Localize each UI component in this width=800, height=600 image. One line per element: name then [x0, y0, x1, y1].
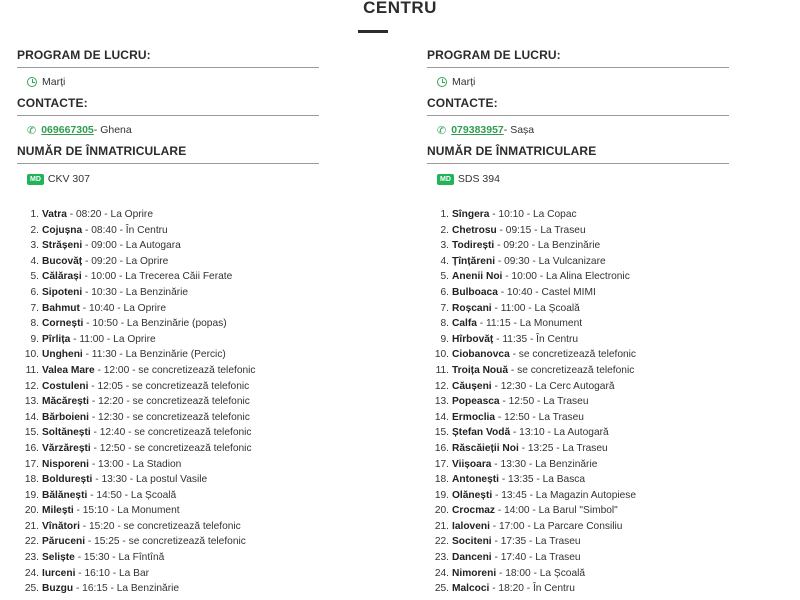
stop-name: Seliște — [42, 552, 75, 564]
stop-detail: - 09:20 - La Benzinărie — [494, 240, 601, 252]
stop-name: Calfa — [452, 318, 477, 330]
stop-name: Crocmaz — [452, 505, 496, 517]
stop-item — [17, 519, 319, 535]
stop-name: Costuleni — [42, 380, 89, 392]
stop-detail: - 10:10 - La Copac — [489, 209, 577, 220]
stop-number: 3. — [440, 240, 449, 252]
stop-item — [17, 207, 319, 223]
stop-number: 4. — [30, 255, 39, 267]
stop-name: Nimoreni — [452, 567, 497, 579]
stop-number: 5. — [30, 271, 39, 283]
stop-name: Ungheni — [42, 349, 83, 361]
stop-name: Păruceni — [42, 536, 86, 548]
stop-detail: - 11:00 - La Oprire — [70, 333, 156, 345]
plate-row — [427, 164, 729, 194]
stop-name: Iurceni — [42, 567, 76, 579]
stop-number: 9. — [440, 333, 449, 345]
stop-number: 9. — [30, 333, 39, 345]
stop-number: 11. — [435, 364, 449, 376]
stop-name: Antonești — [452, 474, 499, 486]
plate-number: SDS 394 — [457, 173, 500, 185]
clock-icon — [437, 77, 447, 87]
stop-name: Malcoci — [452, 583, 490, 595]
stop-detail: - 09:20 - La Oprire — [82, 255, 169, 267]
stop-number: 19. — [434, 489, 449, 501]
schedule-day: Marți — [42, 76, 66, 88]
stop-detail: - 13:25 - La Traseu — [518, 442, 608, 454]
stop-name: Todirești — [452, 240, 495, 252]
stop-number: 23. — [434, 552, 449, 564]
stop-detail: - 12:50 - se concretizează telefonic — [90, 442, 252, 454]
stop-name: Valea Mare — [42, 364, 95, 376]
stop-number: 17. — [24, 458, 39, 470]
stop-item — [17, 503, 319, 519]
stop-name: Măcărești — [42, 396, 90, 408]
schedule-day: Marți — [452, 76, 476, 88]
stop-item — [427, 269, 729, 285]
schedule-heading: PROGRAM DE LUCRU: — [427, 48, 729, 68]
contacts-heading: CONTACTE: — [427, 96, 729, 116]
schedule-row — [427, 68, 729, 96]
stop-detail: - 09:30 - La Vulcanizare — [495, 255, 606, 267]
stop-name: Cojușna — [42, 224, 83, 236]
stop-item — [427, 425, 729, 441]
stop-number: 21. — [24, 520, 39, 532]
stop-name: Ciobanovca — [452, 349, 510, 361]
stop-name: Ialoveni — [452, 520, 490, 532]
title-underline — [358, 30, 388, 33]
stop-number: 18. — [434, 474, 449, 486]
stop-item — [427, 238, 729, 254]
stop-item — [427, 550, 729, 566]
stop-number: 16. — [434, 442, 449, 454]
stop-number: 22. — [24, 536, 39, 548]
stop-name: Căușeni — [452, 380, 492, 392]
stop-name: Hîrbovăț — [452, 333, 494, 345]
stop-detail: - 16:15 - La Benzinărie — [73, 583, 180, 595]
stop-name: Nisporeni — [42, 458, 89, 470]
stop-detail: - 11:30 - La Benzinărie (Percic) — [82, 349, 226, 361]
stop-detail: - 08:20 - La Oprire — [66, 209, 153, 220]
stop-number: 6. — [440, 286, 449, 298]
plate-row — [17, 164, 319, 194]
stop-name: Popeasca — [452, 396, 500, 408]
stop-number: 7. — [30, 302, 39, 314]
stop-item — [17, 269, 319, 285]
stop-item — [427, 223, 729, 239]
stop-detail: - 13:35 - La Basca — [498, 474, 586, 486]
stop-number: 15. — [24, 427, 39, 439]
stop-name: Bălănești — [42, 489, 88, 501]
plate-heading: NUMĂR DE ÎNMATRICULARE — [17, 144, 319, 164]
contact-row — [17, 116, 319, 144]
stop-number: 20. — [434, 505, 449, 517]
stop-name: Ștefan Vodă — [452, 427, 511, 439]
stop-item — [427, 534, 729, 550]
stop-number: 7. — [440, 302, 449, 314]
stop-detail: - 15:30 - La Fîntînă — [74, 552, 165, 564]
stop-item — [427, 254, 729, 270]
stop-number: 14. — [434, 411, 449, 423]
stop-number: 2. — [30, 224, 39, 236]
stop-item — [17, 581, 319, 597]
stop-detail: - 18:20 - În Centru — [489, 583, 575, 595]
stop-number: 19. — [24, 489, 39, 501]
stop-detail: - se concretizează telefonic — [509, 349, 637, 361]
stop-item — [427, 394, 729, 410]
route-column-right — [427, 48, 729, 597]
stop-item — [17, 238, 319, 254]
stop-item — [427, 207, 729, 223]
stop-detail: - 10:40 - Castel MIMI — [497, 286, 596, 298]
stop-name: Milești — [42, 505, 74, 517]
stop-number: 10. — [434, 349, 449, 361]
stop-number: 24. — [24, 567, 39, 579]
stop-detail: - 10:30 - La Benzinărie — [82, 286, 189, 298]
stop-name: Bucovăț — [42, 255, 83, 267]
stop-number: 8. — [440, 318, 449, 330]
stop-name: Sociteni — [452, 536, 492, 548]
stop-detail: - 15:20 - se concretizează telefonic — [79, 520, 241, 532]
stop-item — [17, 472, 319, 488]
stop-name: Sipoteni — [42, 286, 83, 298]
stop-detail: - 12:00 - se concretizează telefonic — [94, 364, 256, 376]
stop-name: Ermoclia — [452, 411, 496, 423]
stop-item — [17, 223, 319, 239]
stop-detail: - 14:50 - La Școală — [87, 489, 177, 501]
stop-number: 12. — [434, 380, 449, 392]
stop-item — [427, 472, 729, 488]
stop-number: 2. — [440, 224, 449, 236]
stop-name: Pîrlița — [42, 333, 71, 345]
stop-name: Bahmut — [42, 302, 80, 314]
stop-name: Cornești — [42, 318, 84, 330]
stop-number: 12. — [24, 380, 39, 392]
contact-row — [427, 116, 729, 144]
stop-item — [427, 285, 729, 301]
stop-detail: - 09:00 - La Autogara — [82, 240, 181, 252]
stop-number: 8. — [30, 318, 39, 330]
stops-list — [17, 207, 319, 597]
stop-item — [17, 566, 319, 582]
stop-number: 25. — [434, 583, 449, 595]
stop-detail: - 12:50 - La Traseu — [499, 396, 589, 408]
stop-item — [17, 425, 319, 441]
stop-item — [17, 379, 319, 395]
stop-number: 20. — [24, 505, 39, 517]
stop-name: Chetrosu — [452, 224, 497, 236]
stop-item — [17, 254, 319, 270]
stop-detail: - 17:35 - La Traseu — [491, 536, 581, 548]
stops-list — [427, 207, 729, 597]
stop-number: 23. — [24, 552, 39, 564]
stop-number: 10. — [24, 349, 39, 361]
stop-number: 6. — [30, 286, 39, 298]
stop-item — [17, 441, 319, 457]
stop-item — [427, 347, 729, 363]
plate-number: CKV 307 — [47, 173, 90, 185]
stop-detail: - 11:00 - La Școală — [491, 302, 580, 314]
stop-item — [427, 316, 729, 332]
stop-number: 14. — [24, 411, 39, 423]
stop-detail: - 13:00 - La Stadion — [88, 458, 182, 470]
country-badge: MD — [27, 174, 44, 185]
stop-name: Strășeni — [42, 240, 83, 252]
stop-detail: - 13:30 - La Benzinărie — [491, 458, 598, 470]
stop-item — [427, 566, 729, 582]
schedule-heading: PROGRAM DE LUCRU: — [17, 48, 319, 68]
stop-number: 11. — [25, 364, 39, 376]
stop-name: Vînători — [42, 520, 80, 532]
phone-link[interactable]: 079383957 — [451, 124, 504, 136]
phone-icon: ✆ — [27, 124, 37, 137]
stop-name: Vărzărești — [42, 442, 91, 454]
stop-item — [427, 363, 729, 379]
stop-detail: - 10:40 - La Oprire — [79, 302, 166, 314]
stop-item — [17, 301, 319, 317]
stop-number: 13. — [434, 396, 449, 408]
stop-detail: - 10:00 - La Alina Electronic — [502, 271, 630, 283]
stop-number: 4. — [440, 255, 449, 267]
plate-heading: NUMĂR DE ÎNMATRICULARE — [427, 144, 729, 164]
phone-link[interactable]: 069667305 — [41, 124, 94, 136]
stop-name: Răscăieții Noi — [452, 442, 519, 454]
stop-detail: - 10:00 - La Trecerea Căii Ferate — [81, 271, 233, 283]
stop-detail: - 13:30 - La postul Vasile — [92, 474, 208, 486]
stop-item — [17, 488, 319, 504]
stop-detail: - 18:00 - La Școală — [496, 567, 586, 579]
stop-name: Olănești — [452, 489, 493, 501]
stop-item — [427, 519, 729, 535]
stop-item — [427, 441, 729, 457]
page-title: CENTRU — [363, 0, 437, 17]
stop-item — [17, 316, 319, 332]
stop-detail: - 16:10 - La Bar — [75, 567, 150, 579]
stop-number: 3. — [30, 240, 39, 252]
stop-item — [17, 457, 319, 473]
stop-name: Sîngera — [452, 209, 490, 220]
stop-detail: - 12:50 - La Traseu — [495, 411, 584, 423]
stop-detail: - 14:00 - La Barul "Simbol" — [495, 505, 618, 517]
stop-name: Danceni — [452, 552, 492, 564]
stop-item — [17, 347, 319, 363]
stop-item — [427, 503, 729, 519]
stop-name: Călărași — [42, 271, 82, 283]
stop-number: 18. — [24, 474, 39, 486]
stop-item — [17, 550, 319, 566]
stop-detail: - 09:15 - La Traseu — [496, 224, 586, 236]
stop-name: Vatra — [42, 209, 67, 220]
stop-detail: - 12:30 - se concretizează telefonic — [88, 411, 250, 423]
stop-detail: - 08:40 - În Centru — [82, 224, 168, 236]
stop-item — [17, 285, 319, 301]
stop-item — [427, 332, 729, 348]
stop-detail: - 12:30 - La Cerc Autogară — [491, 380, 615, 392]
stop-number: 16. — [24, 442, 39, 454]
stop-number: 25. — [24, 583, 39, 595]
stop-detail: - 10:50 - La Benzinărie (popas) — [83, 318, 227, 330]
stop-name: Roșcani — [452, 302, 492, 314]
stop-item — [427, 488, 729, 504]
stop-item — [427, 301, 729, 317]
phone-icon: ✆ — [437, 124, 447, 137]
stop-detail: - 13:10 - La Autogară — [510, 427, 609, 439]
contact-name: - Sașa — [503, 124, 535, 136]
stop-name: Bărboieni — [42, 411, 89, 423]
stop-name: Viișoara — [452, 458, 492, 470]
stop-number: 15. — [434, 427, 449, 439]
stop-name: Bulboaca — [452, 286, 498, 298]
stop-name: Troița Nouă — [452, 364, 509, 376]
stop-name: Buzgu — [42, 583, 74, 595]
stop-detail: - 12:40 - se concretizează telefonic — [90, 427, 252, 439]
stop-item — [17, 534, 319, 550]
stop-item — [17, 363, 319, 379]
schedule-row — [17, 68, 319, 96]
stop-detail: - 15:10 - La Monument — [73, 505, 180, 517]
stop-detail: - 12:20 - se concretizează telefonic — [89, 396, 250, 408]
clock-icon — [27, 77, 37, 87]
stop-number: 24. — [434, 567, 449, 579]
stop-number: 1. — [440, 209, 449, 220]
stop-name: Soltănești — [42, 427, 91, 439]
stop-detail: - 11:35 - În Centru — [493, 333, 579, 345]
stop-detail: - 13:45 - La Magazin Autopiese — [492, 489, 637, 501]
stop-item — [427, 457, 729, 473]
country-badge: MD — [437, 174, 454, 185]
stop-item — [17, 332, 319, 348]
stop-item — [17, 394, 319, 410]
stop-name: Anenii Noi — [452, 271, 503, 283]
stop-item — [427, 581, 729, 597]
route-column-left — [17, 48, 319, 597]
stop-detail: - se concretizează telefonic — [508, 364, 635, 376]
stop-item — [17, 410, 319, 426]
stop-detail: - 17:00 - La Parcare Consiliu — [489, 520, 623, 532]
stop-detail: - 12:05 - se concretizează telefonic — [88, 380, 250, 392]
stop-detail: - 15:25 - se concretizează telefonic — [85, 536, 246, 548]
stop-name: Boldurești — [42, 474, 93, 486]
stop-detail: - 11:15 - La Monument — [476, 318, 583, 330]
stop-number: 17. — [434, 458, 449, 470]
stop-number: 21. — [434, 520, 449, 532]
stop-number: 1. — [30, 209, 39, 220]
stop-number: 13. — [24, 396, 39, 408]
stop-item — [427, 410, 729, 426]
stop-number: 22. — [434, 536, 449, 548]
contact-name: - Ghena — [93, 124, 132, 136]
contacts-heading: CONTACTE: — [17, 96, 319, 116]
stop-name: Țînțăreni — [452, 255, 496, 267]
stop-detail: - 17:40 - La Traseu — [491, 552, 581, 564]
stop-item — [427, 379, 729, 395]
stop-number: 5. — [440, 271, 449, 283]
